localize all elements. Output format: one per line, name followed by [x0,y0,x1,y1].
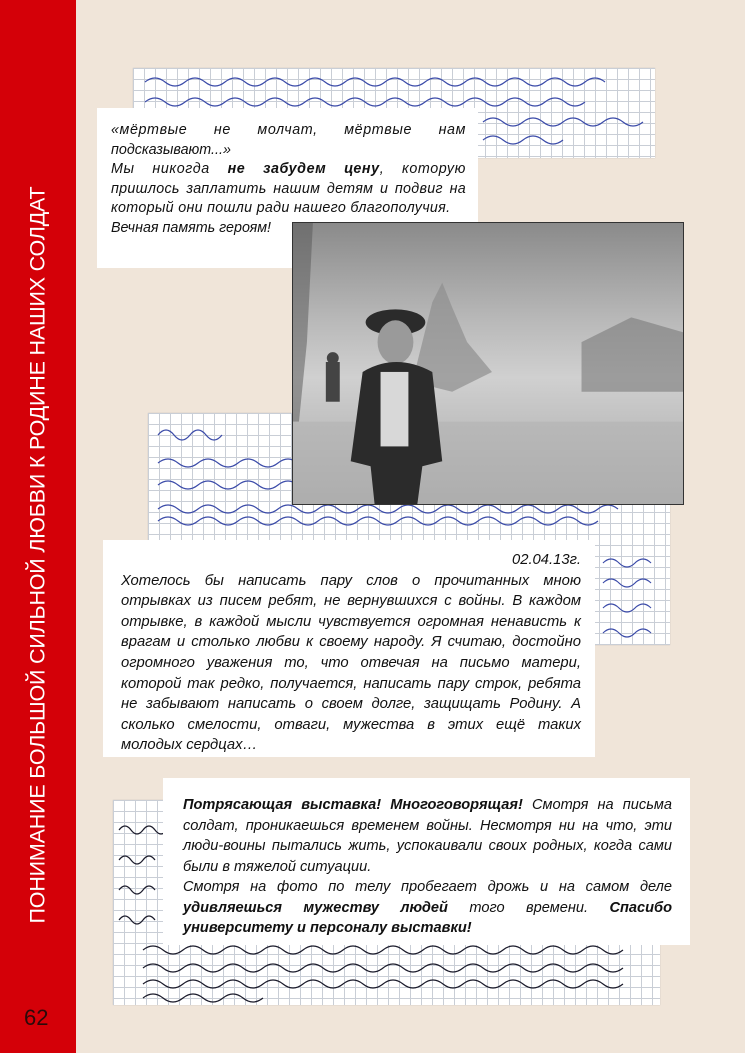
red-sidebar [0,0,76,1053]
entry-bold: Спасибо университету и персоналу выставки! [183,899,672,936]
quote-text: Мы никогда [111,161,228,177]
war-child-photo [292,222,684,505]
quote-line-2: подсказывают...» [111,141,231,158]
photo-illustration [293,223,683,504]
entry-text: Смотря на фото по телу пробегает дрожь и на самом деле [183,879,672,895]
entry-bold: Потрясающая выставка! Многоговорящая! [183,797,523,813]
quote-line-1: «мёртвые не молчат, мёртвые нам [111,122,466,138]
quote-box-3 [163,778,690,945]
quote-text: , которую [379,161,466,177]
quote-box-2 [103,540,595,757]
quote-body: пришлось заплатить нашим детям и подвиг на который они пошли ради нашего благополучия. [111,180,466,216]
entry-text: Смотря на письма солдат, проникаешься временем войны. Несмотря ни на что, эти люди-воины пытались жить, успокаивали своих родных, когда сами были в тяжелой ситуации. [183,797,672,875]
entry-date: 02.04.13г. [511,552,581,568]
entry-body: Хотелось бы написать пару слов о прочитанных мною отрывках из писем ребят, не вернувшихся с войны. В каждом отрывке, в каждой мысли чувствуется огромная ненависть к врагам и столько любви к своему народу. Я считаю, достойно огромного уважения то, что отвечая на письмо матери, которой так редко, получается, написать пару строк, ребята не забывают написать о своем долге, защищать Родину. А сколько смелости, отваги, мужества в этих ещё таких молодых сердцах… [121,572,581,754]
entry-bold: удивляешься мужеству людей [183,899,448,916]
page-number: 62 [24,1005,49,1030]
vertical-title: ПОНИМАНИЕ БОЛЬШОЙ СИЛЬНОЙ ЛЮБВИ К РОДИНЕ НАШИХ СОЛДАТ [25,186,50,924]
quote-closing: Вечная память героям! [111,219,272,236]
quote-bold: не забудем цену [227,161,380,177]
entry-text: того времени. [447,899,610,916]
